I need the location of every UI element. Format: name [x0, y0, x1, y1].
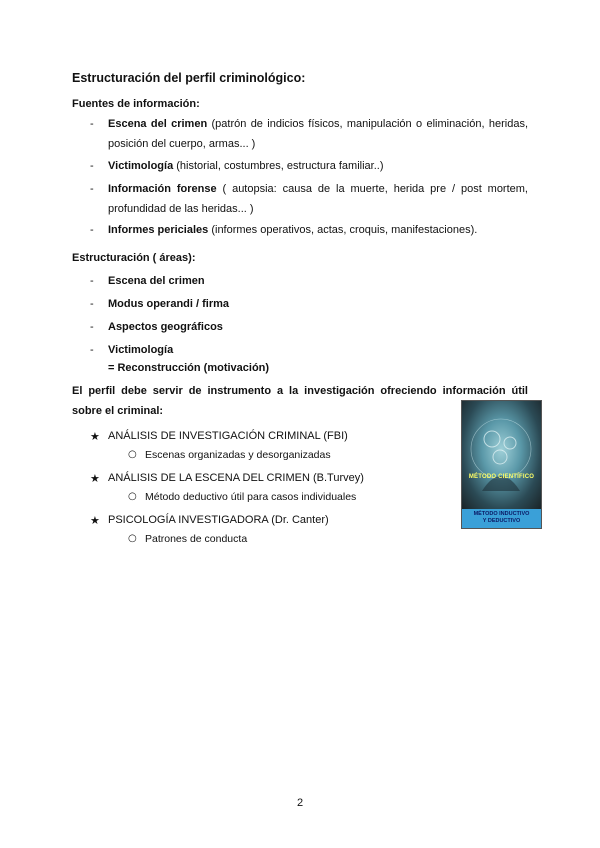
star-icon: ★	[90, 430, 100, 443]
image-label-bottom	[462, 509, 541, 528]
estructuracion-heading: Estructuración ( áreas):	[72, 252, 196, 264]
item-text: ( autopsia: causa de la muerte, herida pre / post mortem, profundidad de las heridas... )	[108, 183, 528, 215]
item-bold: Victimología	[108, 160, 174, 172]
approach-title: ANÁLISIS DE INVESTIGACIÓN CRIMINAL (FBI)	[108, 430, 348, 442]
brain-gears-icon	[462, 401, 541, 509]
head-illustration	[462, 401, 541, 509]
dash-bullet: -	[90, 344, 94, 356]
list-item	[90, 114, 528, 154]
item-bold: Escena del crimen	[108, 118, 208, 130]
list-item	[90, 358, 528, 378]
item-bold: Información forense	[108, 183, 217, 195]
page-title: Estructuración del perfil criminológico:	[72, 71, 306, 85]
item-text: (historial, costumbres, estructura familiar..)	[173, 160, 384, 172]
item-bold: Victimología	[108, 344, 174, 356]
image-label-line: Y DEDUCTIVO	[482, 518, 521, 524]
list-item	[90, 179, 528, 219]
approach-sub: Patrones de conducta	[145, 533, 248, 545]
perfil-paragraph: El perfil debe servir de instrumento a la investigación ofreciendo información útil sobre el criminal:	[72, 385, 528, 417]
item-text: (patrón de indicios físicos, manipulación o eliminación, heridas, posición del cuerpo, armas... )	[108, 118, 529, 150]
dash-bullet: -	[90, 321, 94, 333]
approach-sub: Escenas organizadas y desorganizadas	[145, 449, 331, 461]
dash-bullet: -	[90, 275, 94, 287]
dash-bullet: -	[90, 160, 94, 172]
list-item	[90, 294, 528, 314]
list-item	[90, 430, 348, 442]
item-bold: Escena del crimen	[108, 275, 205, 287]
list-item	[90, 340, 528, 360]
list-item	[90, 156, 528, 176]
circle-icon: ○	[128, 491, 137, 502]
page-number: 2	[296, 797, 304, 809]
list-item	[128, 533, 247, 545]
approach-title: PSICOLOGÍA INVESTIGADORA (Dr. Canter)	[108, 514, 329, 526]
list-item	[90, 514, 329, 526]
dash-bullet: -	[90, 224, 94, 236]
item-text: (informes operativos, actas, croquis, manifestaciones).	[208, 224, 478, 236]
dash-bullet: -	[90, 183, 94, 195]
star-icon: ★	[90, 472, 100, 485]
list-item	[90, 317, 528, 337]
fuentes-heading: Fuentes de información:	[72, 98, 200, 110]
item-bold: Modus operandi / firma	[108, 298, 230, 310]
dash-bullet: -	[90, 298, 94, 310]
reconstruction-result: = Reconstrucción (motivación)	[108, 362, 270, 374]
image-label-line: MÉTODO INDUCTIVO	[473, 511, 530, 517]
circle-icon: ○	[128, 449, 137, 460]
list-item	[90, 472, 364, 484]
list-item	[90, 271, 528, 291]
item-bold: Aspectos geográficos	[108, 321, 223, 333]
item-bold: Informes periciales	[108, 224, 209, 236]
star-icon: ★	[90, 514, 100, 527]
list-item	[90, 220, 528, 240]
approach-title: ANÁLISIS DE LA ESCENA DEL CRIMEN (B.Turvey)	[108, 472, 364, 484]
list-item	[128, 449, 331, 461]
circle-icon: ○	[128, 533, 137, 544]
dash-bullet: -	[90, 118, 94, 130]
image-label-top: MÉTODO CIENTÍFICO	[468, 474, 535, 480]
approach-sub: Método deductivo útil para casos individuales	[145, 491, 357, 503]
metodo-cientifico-image	[461, 400, 542, 529]
list-item	[128, 491, 356, 503]
